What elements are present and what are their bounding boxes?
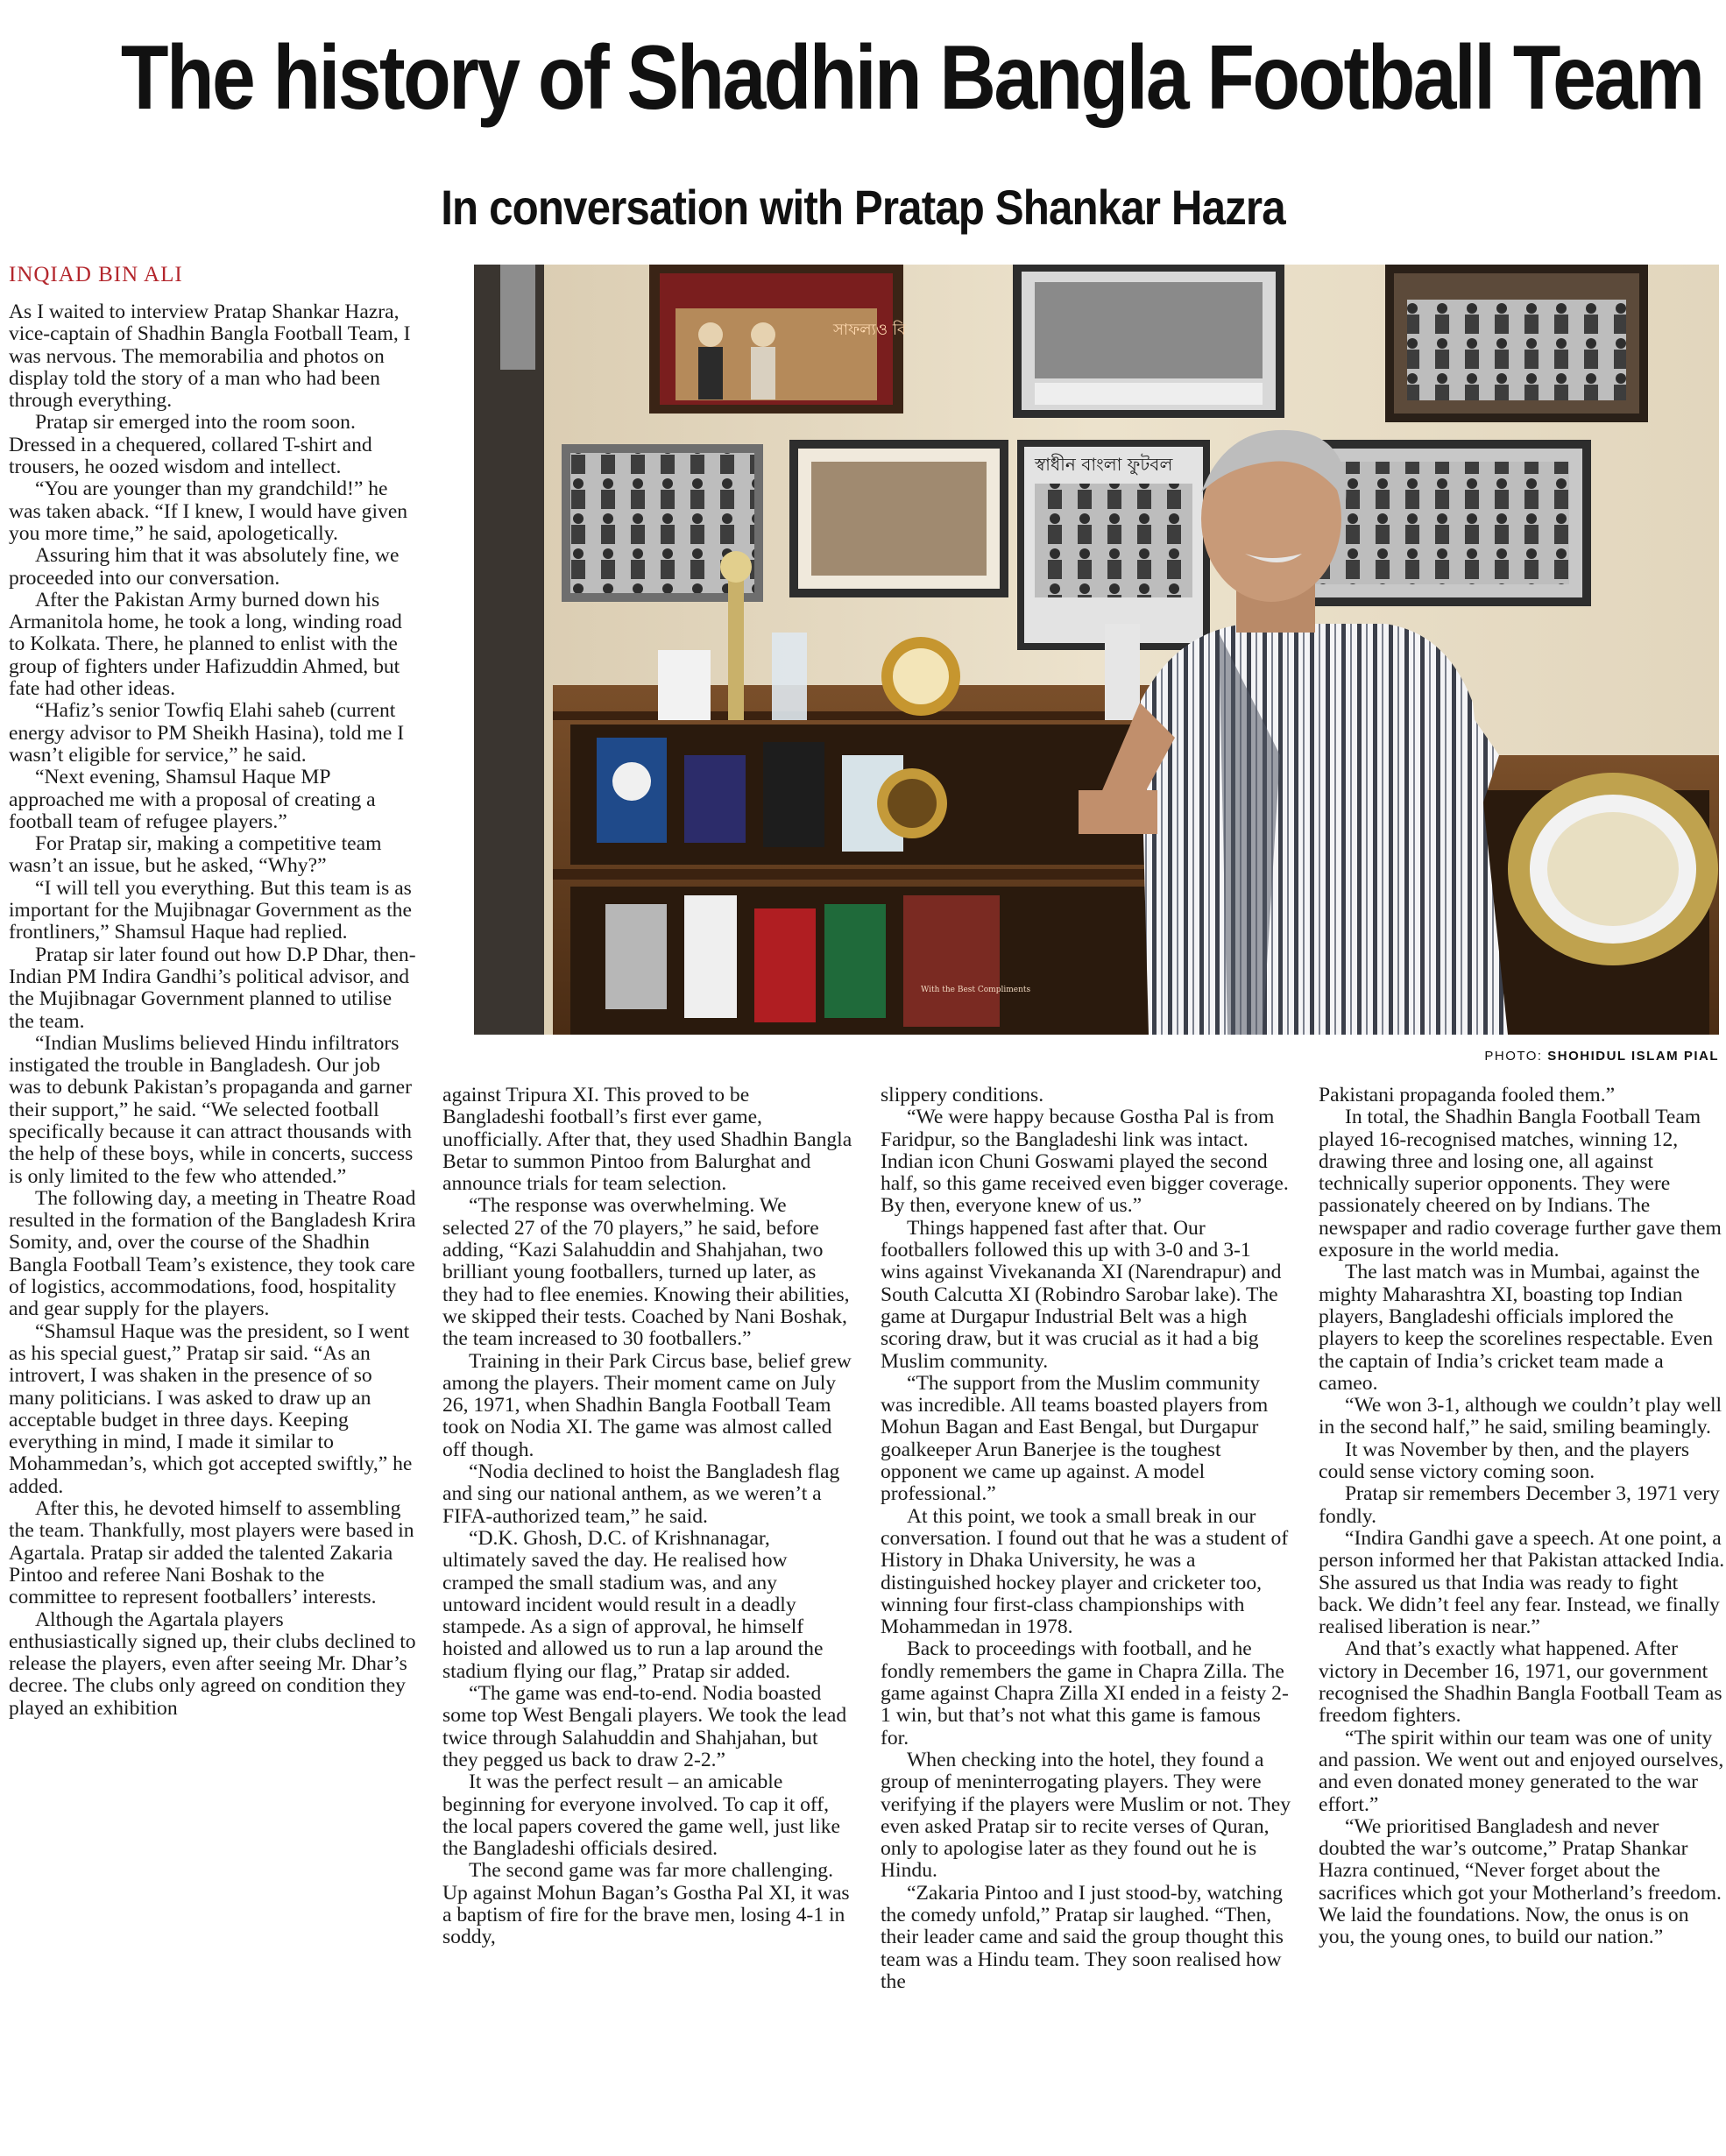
frame-caption-2: স্বাধীন বাংলা ফুটবল [1035,454,1173,475]
article-paragraph: “Next evening, Shamsul Haque MP approached me with a proposal of creating a football team of refugee players.” [9,766,376,833]
plaque-text: With the Best Compliments [921,986,1031,994]
article-paragraph: It was the perfect result – an amicable beginning for everyone involved. To cap it off, the local papers covered the game well, just like the Bangladeshi officials desired. [442,1771,841,1861]
article-paragraph: “Hafiz’s senior Towfiq Elahi saheb (current energy advisor to PM Sheikh Hasina), told me I wasn’t eligible for service,” he said. [9,699,405,767]
article-paragraph: “Indira Gandhi gave a speech. At one point, a person informed her that Pakistan attacked India. She assured us that India was ready to fight back. We didn’t feel any fear. Instead, we finally realised liberation is near.” [1319,1526,1725,1639]
framed-photo-group [1385,265,1648,422]
article-paragraph: “We prioritised Bangladesh and never doubted the war’s outcome,” Pratap Shankar Hazra continued, “Never forget about the sacrifices which got your Motherland’s freedom. We laid the foundations. Now, the onus is on you, the young ones, to build our nation.” [1319,1814,1722,1949]
article-paragraph: After this, he devoted himself to assembling the team. Thankfully, most players were based in Agartala. Pratap sir added the talented Zakaria Pintoo and referee Nani Boshak to the committee to represent footballers’ interests. [9,1497,414,1609]
photo-credit-name: SHOHIDUL ISLAM PIAL [1547,1049,1719,1064]
article-paragraph: Pratap sir remembers December 3, 1971 very fondly. [1319,1482,1720,1528]
article-paragraph: As I waited to interview Pratap Shankar Hazra, vice-captain of Shadhin Bangla Football Team, I was nervous. The memorabilia and photos on display told the story of a man who had been through everything. [9,300,411,413]
byline: INQIAD BIN ALI [9,263,183,286]
article-paragraph: “Zakaria Pintoo and I just stood-by, watching the comedy unfold,” Pratap sir laughed. “Then, their leader came and said the group thought this team was a Hindu team. They soon realised how the [881,1881,1284,1993]
article-paragraph: For Pratap sir, making a competitive team wasn’t an issue, but he asked, “Why?” [9,832,382,878]
article-paragraph: against Tripura XI. This proved to be Bangladeshi football’s first ever game, unofficially. After that, they used Shadhin Bangla Betar to summon Pintoo from Balurghat and announce trials for team selection. [442,1084,852,1196]
article-paragraph: Assuring him that it was absolutely fine, we proceeded into our conversation. [9,544,400,590]
article-paragraph: And that’s exactly what happened. After victory in December 16, 1971, our government recognised the Shadhin Bangla Football Team as freedom fighters. [1319,1637,1722,1728]
article-paragraph: “We won 3-1, although we couldn’t play well in the second half,” he said, smiling beamingly. [1319,1394,1722,1439]
article-paragraph: slippery conditions. [881,1084,1044,1106]
article-paragraph: Training in their Park Circus base, belief grew among the players. Their moment came on July 26, 1971, when Shadhin Bangla Football Team took on Nodia XI. The game was almost called off though. [442,1349,852,1461]
article-paragraph: The last match was in Mumbai, against the mighty Maharashtra XI, boasting top Indian players, Bangladeshi officials implored the players to keep the scorelines respectable. Even the captain of India’s cricket team made a cameo. [1319,1261,1714,1395]
article-paragraph: After the Pakistan Army burned down his Armanitola home, he took a long, winding road to Kolkata. There, he planned to enlist with the group of fighters under Hafizuddin Ahmed, but fate had other ideas. [9,588,402,701]
article-paragraph: Things happened fast after that. Our footballers followed this up with 3-0 and 3-1 wins against Vivekananda XI (Narendrapur) and South Calcutta XI (Robindro Sarobar lake). The game at Durgapur Industrial Belt was a high scoring draw, but it was crucial as it had a big Muslim community. [881,1216,1282,1373]
article-column-1 [9,301,416,1720]
article-paragraph: “The game was end-to-end. Nodia boasted some top West Bengali players. We took the lead twice through Salahuddin and Shahjahan, but they pegged us back to draw 2-2.” [442,1682,847,1771]
framed-photo-award [649,265,907,414]
trophy [658,650,711,720]
article-paragraph: “Nodia declined to hoist the Bangladesh flag and sing our national anthem, as we weren’t a FIFA-authorized team,” he said. [442,1460,840,1528]
photo-credit [1314,1049,1719,1064]
article-paragraph: Pakistani propaganda fooled them.” [1319,1084,1616,1106]
subheadline: In conversation with Pratap Shankar Hazra [441,180,1285,235]
article-paragraph: “The response was overwhelming. We selected 27 of the 70 players,” he said, before adding, “Kazi Salahuddin and Shahjahan, two brilliant young footballers, turned up later, as they had to flee enemies. Knowing their abilities, we skipped their tests. Coached by Nani Boshak, the team increased to 30 footballers.” [442,1194,850,1351]
article-paragraph: “Indian Muslims believed Hindu infiltrators instigated the trouble in Bangladesh. Our job was to debunk Pakistan’s propaganda and garner their support,” he said. “We selected football specifically because it can attract thousands with the help of these boys, while in concerts, success is only limited to the few who attended.” [9,1031,414,1188]
feature-photo [474,265,1719,1035]
article-column-4 [1319,1085,1726,1949]
article-paragraph: “We were happy because Gostha Pal is from Faridpur, so the Bangladeshi link was intact. Indian icon Chuni Goswami played the second half, so this game received even bigger coverage. By then, everyone knew of us.” [881,1106,1289,1218]
framed-photo-team-1971 [1017,440,1210,650]
photo-illustration [474,265,1719,1035]
article-paragraph: Back to proceedings with football, and he fondly remembers the game in Chapra Zilla. The game against Chapra Zilla XI ended in a feisty 2-1 win, but that’s not what this game is famous for. [881,1637,1289,1750]
article-paragraph: “You are younger than my grandchild!” he was taken aback. “If I knew, I would have given you more time,” he said, apologetically. [9,477,408,545]
article-paragraph: It was November by then, and the players could sense victory coming soon. [1319,1438,1690,1484]
article-column-2 [442,1085,854,1949]
article-paragraph: “The support from the Muslim community was incredible. All teams boasted players from Mohun Bagan and East Bengal, but Durgapur goalkeeper Arun Banerjee is the toughest opponent we came up against. A model professional.” [881,1371,1269,1506]
article-paragraph: Pratap sir emerged into the room soon. Dressed in a chequered, collared T-shirt and trousers, he oozed wisdom and intellect. [9,411,372,479]
article-paragraph: Although the Agartala players enthusiastically signed up, their clubs declined to release the players, even after seeing Mr. Dhar’s decree. The clubs only agreed on condition they played an exhibition [9,1608,416,1720]
article-paragraph: When checking into the hotel, they found a group of meninterrogating players. They were verifying if the players were Muslim or not. They even asked Pratap sir to recite verses of Quran, only to apologise later as they found out he is Hindu. [881,1748,1291,1883]
article-paragraph: “Shamsul Haque was the president, so I went as his special guest,” Pratap sir said. “As an introvert, I was shaken in the presence of so many politicians. I was asked to draw up an acceptable budget in three days. Keeping everything in mind, I made it similar to Mohammedan’s, which got accepted swiftly,” he added. [9,1319,413,1498]
article-paragraph: “I will tell you everything. But this team is as important for the Mujibnagar Government as the frontliners,” Shamsul Haque had replied. [9,876,412,944]
article-paragraph: “The spirit within our team was one of unity and passion. We went out and enjoyed ourselves, and even donated money generated to the war effort.” [1319,1726,1724,1816]
article-paragraph: “D.K. Ghosh, D.C. of Krishnanagar, ultimately saved the day. He realised how cramped the small stadium was, and any untoward incident would result in a deadly stampede. As a sign of approval, he himself hoisted and allowed us to run a lap around the stadium flying our flag,” Pratap sir added. [442,1526,824,1683]
article-paragraph: The second game was far more challenging. Up against Mohun Bagan’s Gostha Pal XI, it was a baptism of fire for the brave men, losing 4-1 in soddy, [442,1859,850,1949]
photo-credit-label: PHOTO: [1484,1049,1548,1064]
article-paragraph: The following day, a meeting in Theatre Road resulted in the formation of the Bangladesh Krira Somity, and, over the course of the Shadhin Bangla Football Team’s existence, they took care of logistics, accommodations, food, hospitality and gear supply for the players. [9,1186,416,1321]
article-paragraph: At this point, we took a small break in our conversation. I found out that he was a student of History in Dhaka University, he was a distinguished hockey player and cricketer too, winning four first-class championships with Mohammedan in 1978. [881,1504,1289,1639]
article-column-3 [881,1085,1292,1993]
frame-caption-1: সাফল্যও বি [833,321,907,339]
framed-photo-bw-match [1013,265,1284,418]
framed-photo-ceremony [789,440,1008,597]
article-paragraph: In total, the Shadhin Bangla Football Team played 16-recognised matches, winning 12, drawing three and losing one, all against technically superior opponents. They were passionately cheered on by Indians. The newspaper and radio coverage further gave them exposure in the world media. [1319,1106,1722,1262]
headline: The history of Shadhin Bangla Football Team [120,27,1703,129]
article-paragraph: Pratap sir later found out how D.P Dhar, then-Indian PM Indira Gandhi’s political advisor, and the Mujibnagar Government planned to utilise the team. [9,943,416,1033]
